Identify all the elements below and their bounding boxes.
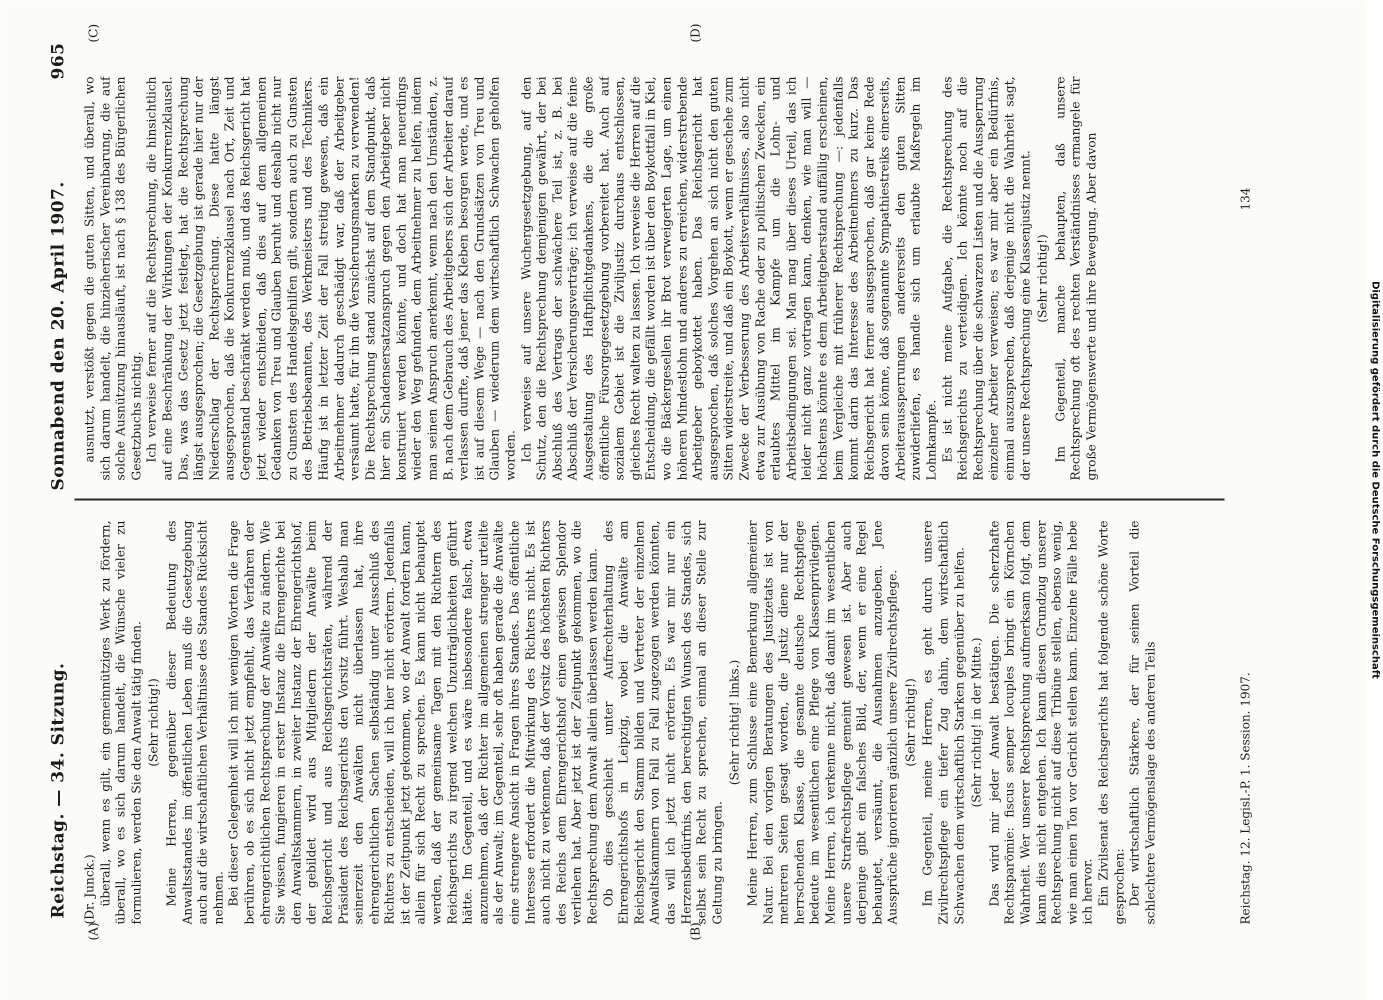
paragraph: Ich verweise ferner auf die Rechtsprechung, die hinsichtlich auf eine Beschränkung der Wirkungen der Konkurrenzklausel. Das, was das Gesetz jetzt festlegt, hat die Rechtsprechung längst ausgesprochen; die Gesetzgebung ist gerade hier nur der Niederschlag der Rechtsprechung. Diese hatte längst ausgesprochen, daß die Konkurrenzklausel nach Ort, Zeit und Gegenstand beschränkt werden muß, und das Reichsgericht hat jetzt wieder entschieden, daß dies auf dem allgemeinen Gedanken von Treu und Glauben beruht und deshalb nicht nur zu Gunsten des Handelsgehilfen gilt, sondern auch zu Gunsten des Betriebsbeamten, des Werkmeisters und des Technikers. Häufig ist in letzter Zeit der Fall streitig gewesen, daß ein Arbeitnehmer dadurch geschädigt war, daß der Arbeitgeber versäumt hatte, für ihn die Versicherungsmarken zu verwenden! Die Rechtsprechung stand zunächst auf dem Standpunkt, daß hier ein Schadensersatzanspruch gegen den Arbeitgeber nicht konstruiert werden könnte, und doch hat man neuerdings wieder den Weg gefunden, dem Arbeitnehmer zu helfen, indem man seinen Anspruch anerkennt, wenn nach den Umständen, z. B. nach dem Gebrauch des Arbeitgebers sich der Arbeiter darauf verlassen durfte, daß jener das Kleben besorgen werde, und es ist auf diesem Wege — nach den Grundsätzen von Treu und Glauben — wiederum dem wirtschaftlich Schwachen geholfen worden.	[144, 76, 518, 480]
speaker-label: (Dr. Junck.)	[82, 853, 96, 924]
footer-signature: Reichstag. 12. Legisl.-P. 1. Session. 1907.	[1238, 671, 1252, 924]
margin-marker-c: (C)	[86, 23, 100, 42]
right-text-column	[82, 76, 1232, 480]
footer-sheet-number: 134	[1238, 187, 1252, 210]
page-number: 965	[48, 42, 68, 79]
left-text-column	[82, 520, 1232, 924]
paragraph: Meine Herren, gegenüber dieser Bedeutung des Anwaltsstandes im öffentlichen Leben muß die Gesetzgebung auch auf die wirtschaftlichen Verhältnisse des Standes Rücksicht nehmen.	[163, 520, 225, 924]
digitization-credit	[1367, 0, 1383, 1000]
interjection: (Sehr richtig!)	[146, 677, 161, 767]
interjection: (Sehr richtig!)	[902, 677, 917, 767]
paragraph: überall, wenn es gilt, ein gemeinnütziges Werk zu fördern, überall, wo es sich darum handelt, die Wünsche vieler zu formulieren, werden Sie den Anwalt tätig finden.	[97, 520, 143, 924]
margin-marker-a: (A)	[86, 921, 100, 940]
column-divider	[74, 498, 1224, 500]
running-header-right: Sonnabend den 20. April 1907.	[48, 180, 68, 490]
margin-marker-d: (D)	[688, 23, 702, 42]
running-header-left: Reichstag. — 34. Sitzung.	[48, 662, 68, 918]
paragraph: Das wird mir jeder Anwalt bestätigen. Die scherzhafte Rechtsparömie: fiscus semper locuples bringt ein Körnchen Wahrheit. Wer unserer Rechtsprechung aufmerksam folgt, dem kann dies nicht entgehen. Ich kann diesen Grundzug unserer Rechtsprechung nicht auf diese Tribüne stellen, ebenso wenig, wie man einen Ton vor Gericht stellen kann. Einzelne Fälle hebe ich hervor.	[986, 520, 1095, 924]
interjection: (Sehr richtig!)	[1035, 233, 1050, 323]
paragraph: Ob dies geschieht unter Aufrechterhaltung des Ehrengerichtshofs in Leipzig, wobei die Anwälte am Reichsgericht den Stamm bilden und Vertreter der einzelnen Anwaltskammern von Fall zu Fall zugezogen werden könnten, das will ich jetzt nicht erörtern. Es war mir nur ein Herzensbedürfnis, den berechtigten Wunsch des Standes, sich selbst sein Recht zu sprechen, einmal an dieser Stelle zur Geltung zu bringen.	[600, 520, 724, 924]
interjection: (Sehr richtig! in der Mitte.)	[969, 637, 984, 807]
paragraph: Es ist nicht meine Aufgabe, die Rechtsprechung des Reichsgerichts zu verteidigen. Ich könnte noch auf die Rechtsprechung über die schwarzen Listen und die Aussperrung einzelner Arbeiter verweisen; es war mir aber ein Bedürfnis, einmal auszusprechen, daß derjenige nicht die Wahrheit sagt, der unsere Rechtsprechung eine Klassenjustiz nennt.	[939, 76, 1032, 480]
interjection: (Sehr richtig! links.)	[727, 659, 742, 785]
paragraph: Ich verweise auf unsere Wuchergesetzgebung, auf den Schutz, den die Rechtsprechung demjenigen gewährt, der bei Abschluß des Vertrags der schwächere Teil ist, z. B. bei Abschluß der Versicherungsverträge; ich verweise auf die feine Ausgestaltung des Haftpflichtgedankens, die die große öffentliche Fürsorgegesetzgebung vorbereitet hat. Auch auf sozialem Gebiet ist die Ziviljustiz durchaus entschlossen, gleiches Recht walten zu lassen. Ich verweise die Herren auf die Entscheidung, die gefällt worden ist über den Boykottfall in Kiel, wo die Bäckergesellen ihr Brot verweigerten Lage, um einen höheren Mindestlohn und anderes zu erreichen, widerstrebende Arbeitgeber geboykottet haben. Das Reichsgericht hat ausgesprochen, daß solches Vorgehen an sich nicht den guten Sitten widerstreite, und daß ein Boykott, wenn er geschehe zum Zwecke der Verbesserung des Arbeitsverhältnisses, also nicht etwa zur Ausübung von Rache oder zu politischen Zwecken, ein erlaubtes Mittel im Kampfe um die Lohn- und Arbeitsbedingungen sei. Man mag über dieses Urteil, das ich leider nicht ganz vortragen kann, denken, wie man will — höchstens könnte es dem Arbeitgeberstand auffällig erscheinen, beim Vergleiche mit früherer Rechtsprechung —: jedenfalls kommt darin das Interesse des Arbeitnehmers zu kurz. Das Reichsgericht hat ferner ausgesprochen, daß gar keine Rede davon sein könne, daß sogenannte Sympathiestreiks einerseits, Arbeiteraussperrungen andererseits den guten Sitten zuwiderliefen, es handle sich um erlaubte Maßregeln im Lohnkampfe.	[518, 76, 939, 480]
paragraph: Im Gegenteil, meine Herren, es geht durch unsere Zivilrechtspflege ein tiefer Zug dahin, dem wirtschaftlich Schwachen dem wirtschaftlich Starken gegenüber zu helfen.	[920, 520, 966, 924]
paragraph: Bei dieser Gelegenheit will ich mit wenigen Worten die Frage berühren, ob es sich nicht jetzt empfiehlt, das Verfahren der ehrengerichtlichen Rechtsprechung der Anwälte zu ändern. Wie Sie wissen, fungieren in erster Instanz die Ehrengerichte bei den Anwaltskammern, in zweiter Instanz der Ehrengerichtshof, der gebildet wird aus Mitgliedern der Anwälte beim Reichsgericht und aus Reichsgerichtsräten, während der Präsident des Reichsgerichts den Vorsitz führt. Weshalb man seinerzeit den Anwälten nicht überlassen hat, ihre ehrengerichtlichen Sachen selbständig unter Ausschluß des Richters zu entscheiden, will ich hier nicht erörtern. Jedenfalls ist der Zeitpunkt jetzt gekommen, wo der Anwalt fordern kann, allein für sich Recht zu sprechen. Es kann nicht behauptet werden, daß der gemeinsame Tagen mit den Richtern des Reichsgerichts zu irgend welchen Unzuträglichkeiten geführt hätte. Im Gegenteil, und es wäre insbesondere falsch, etwa anzunehmen, daß der Richter im allgemeinen strenger urteilte als der Anwalt; im Gegenteil, sehr oft haben gerade die Anwälte eine strengere Ansicht in Fragen ihres Standes. Das öffentliche Interesse erfordert die Mitwirkung des Richters nicht. Es ist auch nicht zu verkennen, daß der Vorsitz des höchsten Richters des Reichs dem Ehrengerichtshof einen gewissen Splendor verliehen hat. Aber jetzt ist der Zeitpunkt gekommen, wo die Rechtsprechung dem Anwalt allein überlassen werden kann.	[226, 520, 599, 924]
digitization-credit-text: Digitalisierung gefördert durch die Deutsche Forschungsgemeinschaft	[1369, 281, 1381, 679]
paragraph: ausnutzt, verstößt gegen die guten Sitten, und überall, wo sich darum handelt, die hinzieherischer Vereinbarung, die auf solche Ausnützung hinausläuft, ist nach § 138 des Bürgerlichen Gesetzbuchs nichtig.	[82, 76, 143, 480]
margin-marker-b: (B)	[688, 921, 702, 940]
paragraph: Meine Herren, zum Schlusse eine Bemerkung allgemeiner Natur. Bei den vorigen Beratungen des Justizetats ist von mehreren Seiten gesagt worden, die Justiz diene nur der herrschenden Klasse, die gesamte deutsche Rechtspflege bedeute im wesentlichen eine Pflege von Klassenprivilegien. Meine Herren, ich verkenne nicht, daß damit im wesentlichen unsere Strafrechtspflege gemeint gewesen ist. Aber auch derjenige gibt ein falsches Bild, der, wenn er eine Regel behauptet, versäumt, die Ausnahmen anzugeben. Jene Aussprüche ignorieren gänzlich unsere Zivilrechtspflege.	[744, 520, 900, 924]
paragraph: Der wirtschaftlich Stärkere, der für seinen Vorteil die schlechtere Vermögenslage des anderen Teils	[1127, 520, 1157, 924]
paragraph: Im Gegenteil, manche behaupten, daß unsere Rechtsprechung oft des rechten Verständnisses ermangele für große Vermögenswerte und ihre Bewegung. Aber davon	[1052, 76, 1098, 480]
paragraph: Ein Zivilsenat des Reichsgerichts hat folgende schöne Worte gesprochen:	[1096, 520, 1126, 924]
